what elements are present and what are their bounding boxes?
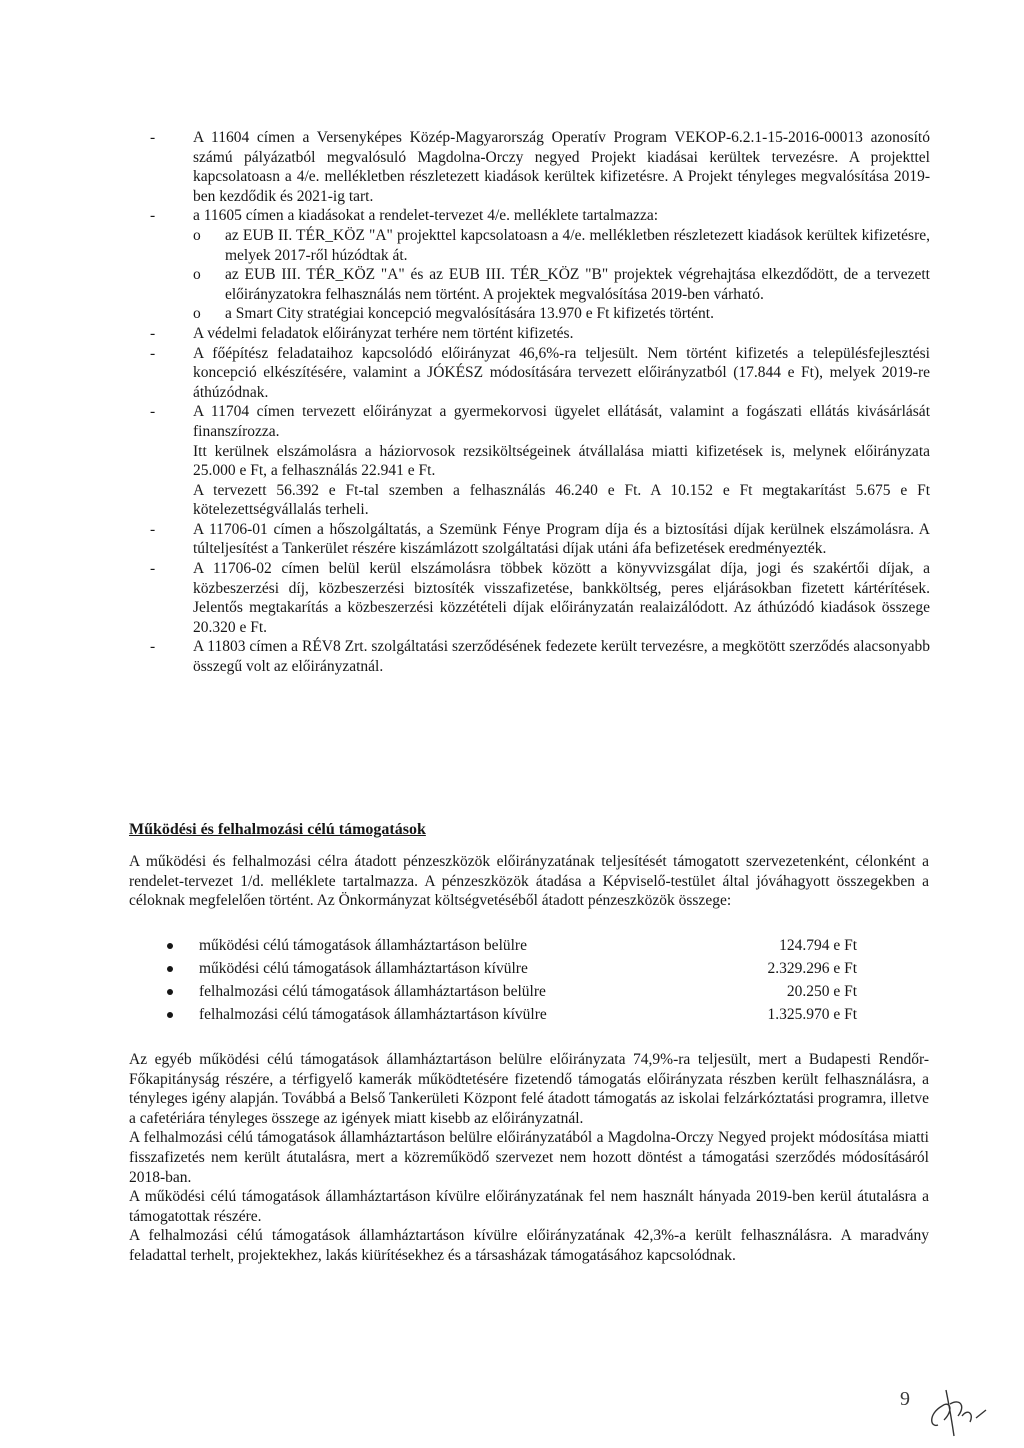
sub-item-text: a Smart City stratégiai koncepció megvalósítására 13.970 e Ft kifizetés történt. [225, 305, 714, 323]
bullet-dot [167, 966, 173, 972]
amount-value: 124.794 e Ft [779, 937, 857, 954]
dash-bullet: - [150, 560, 156, 578]
list-item [150, 637, 930, 676]
body-text [129, 1050, 929, 1266]
list-item [150, 344, 930, 403]
item-text: A védelmi feladatok előirányzat terhére nem történt kifizetés. [193, 324, 574, 342]
list-item [150, 520, 930, 559]
sub-list [193, 226, 930, 324]
sub-list-item [193, 265, 930, 304]
paragraph-text: Az egyéb működési célú támogatások államháztartáson belülre előirányzata 74,9%-ra teljesült, mert a Budapesti Rendőr-Főkapitányság részére, a térfigyelő kamerák működtetésére fizetendő támogatás előirányzata részben került felhasználásra, a tényleges igény alapján. Továbbá a Belső Tankerületi Központ felé átadott támogatás az iskolai felzárkóztatási programra, illetve a cafetériára tényleges összege az igények miatt kisebb az előirányzatnál. [129, 1051, 929, 1127]
list-item [150, 402, 930, 520]
page-number: 9 [900, 1388, 910, 1410]
list-item [150, 128, 930, 206]
circle-bullet: o [193, 266, 201, 284]
item-text: A 11706-02 címen belül kerül elszámolásra többek között a könyvvizsgálat díja, jogi és szakértői díjak, a közbeszerzési díj, közbeszerzési biztosíték visszafizetése, bankköltség, peres eljárásokban fizetett kártérítések. Jelentős megtakarítás a közbeszerzési közzétételi díjak előirányzatán realaizálódott. Az áthúzódó kiadások összege 20.320 e Ft. [193, 560, 930, 636]
dash-bullet: - [150, 520, 156, 538]
paragraph-text: A felhalmozási célú támogatások államháztartáson kívülre előirányzatának 42,3%-a került felhasználásra. A maradvány feladattal terhelt, projektekhez, lakás kiürítésekhez és a társasházak támogatásához kapcsolódnak. [129, 1227, 929, 1264]
circle-bullet: o [193, 305, 201, 323]
amount-label: működési célú támogatások államháztartáson belülre [199, 937, 527, 954]
amount-label: felhalmozási célú támogatások államháztartáson kívülre [199, 1006, 547, 1023]
dash-bullet: - [150, 129, 156, 146]
dash-bullet: - [150, 207, 156, 225]
signature-mark [920, 1370, 1000, 1440]
list-item [150, 324, 930, 344]
item-text: Itt kerülnek elszámolásra a háziorvosok rezsiköltségeinek átvállalása miatti kifizetések is, melynek előirányzata 25.000 e Ft, a felhasználás 22.941 e Ft. [193, 442, 930, 480]
amount-label: felhalmozási célú támogatások államháztartáson belülre [199, 983, 546, 1000]
amount-row [167, 957, 867, 980]
list-item [150, 206, 930, 324]
dash-bullet: - [150, 324, 156, 342]
section-heading: Működési és felhalmozási célú támogatások [129, 821, 426, 838]
intro-paragraph [129, 852, 929, 911]
dash-bullet: - [150, 344, 156, 362]
paragraph-text: A működési és felhalmozási célra átadott pénzeszközök előirányzatának teljesítését támogatott szervezetenként, célonként a rendelet-tervezet 1/d. melléklete tartalmazza. A pénzeszközök átadása a Képviselő-testület által jóváhagyott összegekben a céloknak megfelelően történt. Az Önkormányzat költségvetéséből átadott pénzeszközök összege: [129, 853, 929, 910]
paragraph-text: A felhalmozási célú támogatások államháztartáson belülre előirányzatából a Magdolna-Orczy Negyed projekt módosítása miatti fisszafizetés nem került átutalásra, mert a közreműködő szervezet nem hozott döntést a támogatási szerződés módosításáról 2018-ban. [129, 1129, 929, 1186]
bullet-dot [167, 989, 173, 995]
amount-value: 2.329.296 e Ft [767, 960, 857, 977]
amount-row [167, 980, 867, 1003]
item-text: A 11706-01 címen a hőszolgáltatás, a Szemünk Fénye Program díja és a biztosítási díjak kerülnek elszámolásra. A túlteljesítést a Tankerület részére kiszámlázott szolgáltatási díjak utáni áfa befizetések eredményezték. [193, 520, 930, 558]
list-item [150, 559, 930, 637]
amount-list [167, 934, 867, 1026]
dash-list [150, 128, 930, 677]
item-text: a 11605 címen a kiadásokat a rendelet-tervezet 4/e. melléklete tartalmazza: [193, 207, 659, 225]
bullet-dot [167, 943, 173, 949]
paragraph-text: A működési célú támogatások államháztartáson kívülre előirányzatának fel nem használt hányada 2019-ben kerül átutalásra a támogatottak részére. [129, 1188, 929, 1225]
amount-value: 20.250 e Ft [786, 983, 857, 1000]
item-text: A főépítész feladataihoz kapcsolódó előirányzat 46,6%-ra teljesült. Nem történt kifizetés a településfejlesztési koncepció elkészítésére, valamint a JÓKÉSZ módosítására tervezett előirányzatból (17.844 e Ft), melyek 2019-re áthúzódnak. [193, 344, 930, 401]
circle-bullet: o [193, 226, 201, 244]
dash-bullet: - [150, 403, 156, 421]
sub-item-text: az EUB II. TÉR_KÖZ "A" projekttel kapcsolatoasn a 4/e. mellékletben részletezett kiadások kerültek kifizetésre, melyek 2017-ről húzódtak át. [225, 226, 930, 264]
amount-label: működési célú támogatások államháztartáson kívülre [199, 960, 528, 977]
sub-list-item [193, 226, 930, 265]
item-text: A 11704 címen tervezett előirányzat a gyermekorvosi ügyelet ellátását, valamint a fogászati ellátás kivásárlását finanszírozza. [193, 403, 930, 440]
amount-row [167, 1003, 867, 1026]
item-text: A 11604 címen a Versenyképes Közép-Magyarország Operatív Program VEKOP-6.2.1-15-2016-00013 azonosító számú pályázatból megvalósuló Magdolna-Orczy negyed Projekt kiadásai kerültek tervezésre. A projekttel kapcsolatoasn a 4/e. mellékletben részletezett kiadások kerültek kifizetésre. A Projekt tényleges megvalósítása 2019-ben kezdődik és 2021-ig tart. [193, 129, 930, 205]
item-text: A 11803 címen a RÉV8 Zrt. szolgáltatási szerződésének fedezete került tervezésre, a megkötött szerződés alacsonyabb összegű volt az előirányzatnál. [193, 638, 930, 676]
amount-row [167, 934, 867, 957]
sub-list-item [193, 304, 930, 324]
dash-bullet: - [150, 638, 156, 656]
item-text: A tervezett 56.392 e Ft-tal szemben a felhasználás 46.240 e Ft. A 10.152 e Ft megtakarítást 5.675 e Ft kötelezettségvállalás terheli. [193, 481, 930, 519]
sub-item-text: az EUB III. TÉR_KÖZ "A" és az EUB III. TÉR_KÖZ "B" projektek végrehajtása elkezdődött, de a tervezett előirányzatokra felhasználás nem történt. A projektek megvalósítása 2019-ben várható. [225, 266, 930, 303]
amount-value: 1.325.970 e Ft [767, 1006, 857, 1023]
bullet-dot [167, 1012, 173, 1018]
